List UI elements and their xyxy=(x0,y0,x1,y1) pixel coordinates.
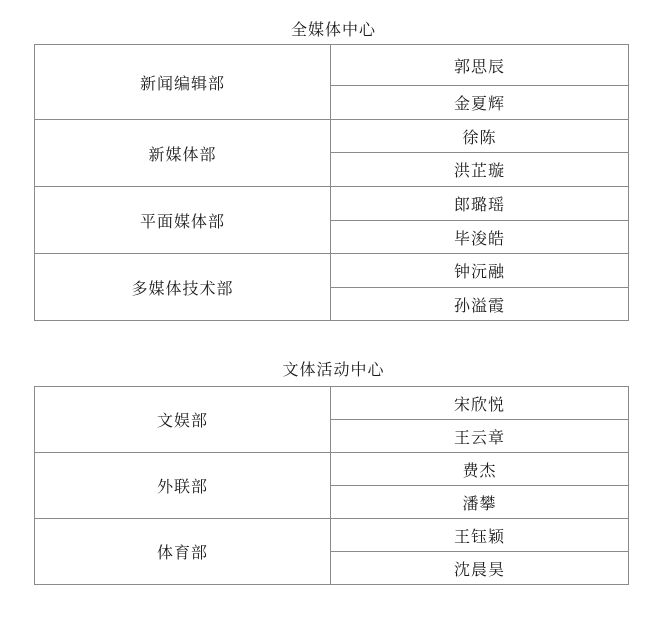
member-cell: 郎璐瑶 xyxy=(331,187,629,221)
member-cell: 洪芷璇 xyxy=(331,153,629,187)
member-cell: 孙溢霞 xyxy=(331,288,629,321)
section-title-media-center: 全媒体中心 xyxy=(290,20,376,39)
table-row xyxy=(35,187,629,221)
member-cell: 钟沅融 xyxy=(331,254,629,288)
table-row xyxy=(35,254,629,288)
member-cell: 王云章 xyxy=(331,420,629,453)
department-cell: 新闻编辑部 xyxy=(35,45,331,120)
department-cell: 新媒体部 xyxy=(35,120,331,187)
department-cell: 多媒体技术部 xyxy=(35,254,331,321)
member-cell: 沈晨昊 xyxy=(331,552,629,585)
member-cell: 郭思辰 xyxy=(331,45,629,86)
table-row xyxy=(35,120,629,153)
member-cell: 徐陈 xyxy=(331,120,629,153)
member-cell: 王钰颖 xyxy=(331,519,629,552)
sports-center-table xyxy=(34,386,629,585)
table-row xyxy=(35,387,629,420)
member-cell: 金夏辉 xyxy=(331,86,629,120)
table-row xyxy=(35,453,629,486)
department-cell: 体育部 xyxy=(35,519,331,585)
table-row xyxy=(35,45,629,86)
member-cell: 毕浚皓 xyxy=(331,221,629,254)
department-cell: 外联部 xyxy=(35,453,331,519)
member-cell: 潘攀 xyxy=(331,486,629,519)
media-center-table xyxy=(34,44,629,321)
department-cell: 平面媒体部 xyxy=(35,187,331,254)
department-cell: 文娱部 xyxy=(35,387,331,453)
member-cell: 宋欣悦 xyxy=(331,387,629,420)
member-cell: 费杰 xyxy=(331,453,629,486)
table-row xyxy=(35,519,629,552)
section-title-sports-center: 文体活动中心 xyxy=(282,360,385,379)
